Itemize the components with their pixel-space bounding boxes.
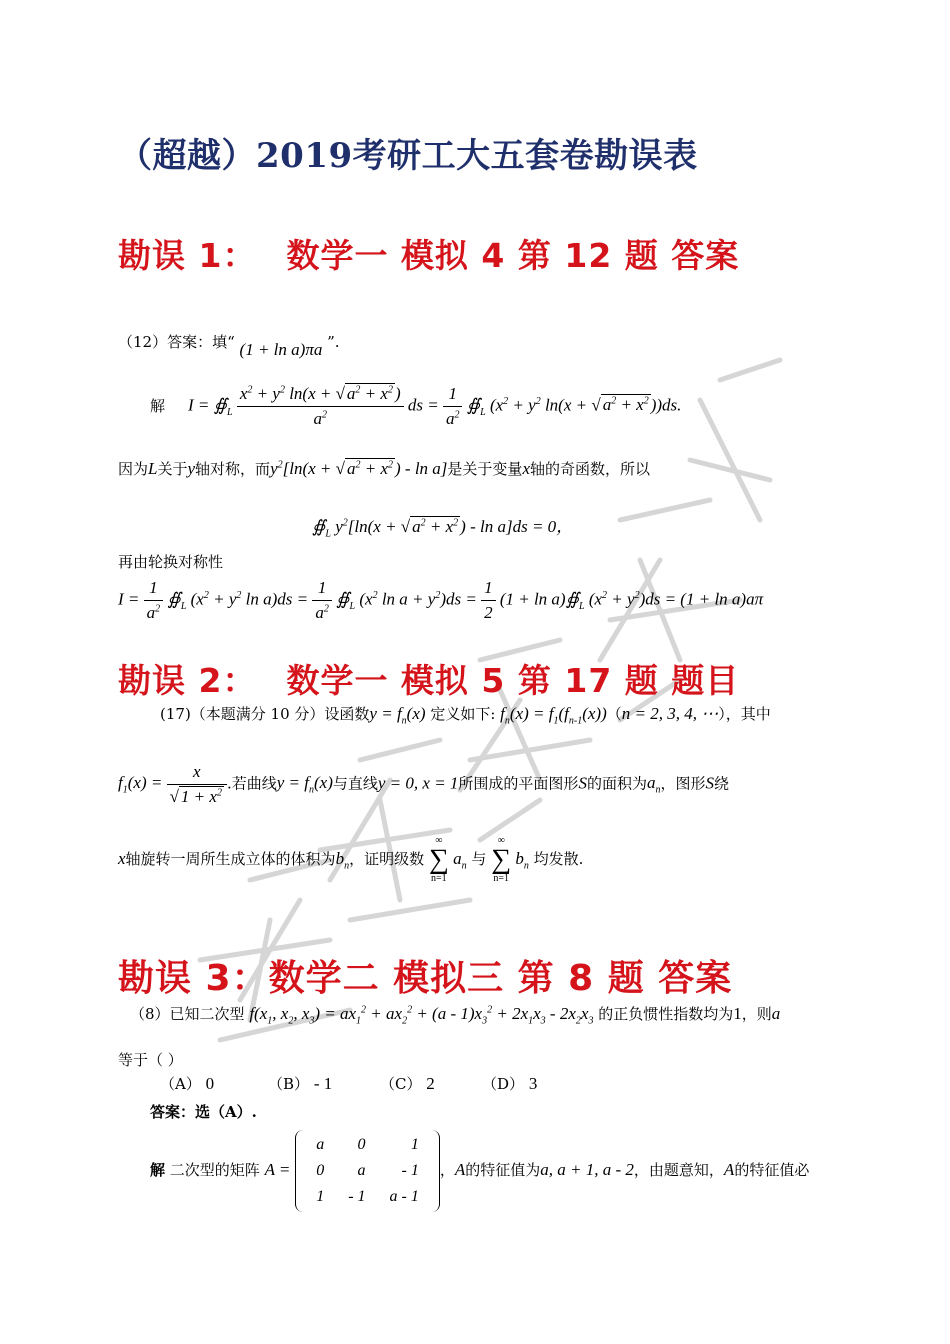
erratum-3-question: （8）已知二次型 $f(x_1$, $x_2$, $x_3) = ax_1^2 + ax_2^2 + (a - 1)x_3^2 + 2x_1x_3 - 2x_2x_3$ 的正负惯性指数均为1，则a	[130, 1004, 781, 1027]
answer-suffix: ”.	[327, 333, 340, 351]
quadratic-form-matrix: a 0 1 0 a - 1 1 - 1 a - 1	[295, 1130, 440, 1212]
erratum-2-line-2: $f_1(x)$ = $\frac{x}{√ 1 + x^2}$ .若曲线$y = f_n(x)$与直线y = 0, x = 1所围成的平面图形S的面积为$a_n$，图形S绕	[118, 762, 729, 806]
erratum-3-question-end: 等于（ ）	[118, 1051, 183, 1069]
erratum-3-solution: 解 二次型的矩阵 A = a 0 1 0 a - 1 1 - 1 a - 1 ，A的特征值为a, a + 1, a - 2，由题意知，A的特征值必	[150, 1130, 809, 1212]
erratum-1-formula-zero: $∯_L$ $y^2[\ln(x$ + √ $a^2 + x^2$ ) - ln a]ds = 0，	[312, 517, 574, 540]
erratum-1-formula-final: I = $\frac{1}{a^2}$ $∯_L$ ($x^2 + y^2$ ln a)ds = $\frac{1}{a^2}$ $∯_L$ ($x^2$ $\ln a + y^2)ds$ = $\frac{1}{2}$ $(1 + \ln a)∯_L$ $(x^2 + y^2)ds = (1 + \ln a)a\pi$	[118, 578, 764, 622]
erratum-1-rotation-line: 再由轮换对称性	[118, 553, 224, 571]
erratum-1-answer	[118, 331, 340, 359]
erratum-1-solve-label: 解	[150, 397, 166, 415]
erratum-1-symmetry-line: 因为L关于y轴对称，而$y^2[\ln(x$ + √ $a^2 + x^2$ ) - ln a]是关于变量x轴的奇函数，所以	[118, 459, 650, 478]
erratum-3-heading: 勘误 3：数学二 模拟三 第 8 题 答案	[118, 958, 733, 999]
option-b: （B） - 1	[268, 1074, 333, 1093]
erratum-3-answer: 答案：选（A）.	[150, 1103, 257, 1121]
page-title: （超越）2019考研工大五套卷勘误表	[118, 136, 698, 176]
erratum-1-formula-i: $I = ∯_L$ $\frac{x^2 + y^2 \ln(x + √ a^2 + x^2 )}{a^2}$ ds = $\frac{1}{a^2}$ $∯_L$ ($x^2 + y^2$ ln(x + √ $a^2 + x^2$ ))ds.	[188, 384, 682, 428]
option-d: （D） 3	[482, 1074, 538, 1093]
erratum-2-line-3: x轴旋转一周所生成立体的体积为$b_n$，证明级数 ∞ ∑ n=1 $a_n$ 与 ∞ ∑ n=1 $b_n$ 均发散.	[118, 835, 584, 884]
option-a: （A） 0	[160, 1074, 215, 1093]
erratum-2-line-1: (17)（本题满分 10 分）设函数$y = f_n(x)$ 定义如下: $f_n(x) = f_1(f_{n-1}(x))(n = 2$, 3, 4, ⋯），其中	[160, 704, 771, 727]
answer-prefix: （12）答案：填“	[118, 333, 235, 351]
erratum-1-heading: 勘误 1： 数学一 模拟 4 第 12 题 答案	[118, 236, 740, 275]
answer-value: (1 + ln a)πa	[239, 340, 323, 359]
option-c: （C） 2	[380, 1074, 435, 1093]
erratum-2-heading: 勘误 2： 数学一 模拟 5 第 17 题 题目	[118, 661, 740, 700]
